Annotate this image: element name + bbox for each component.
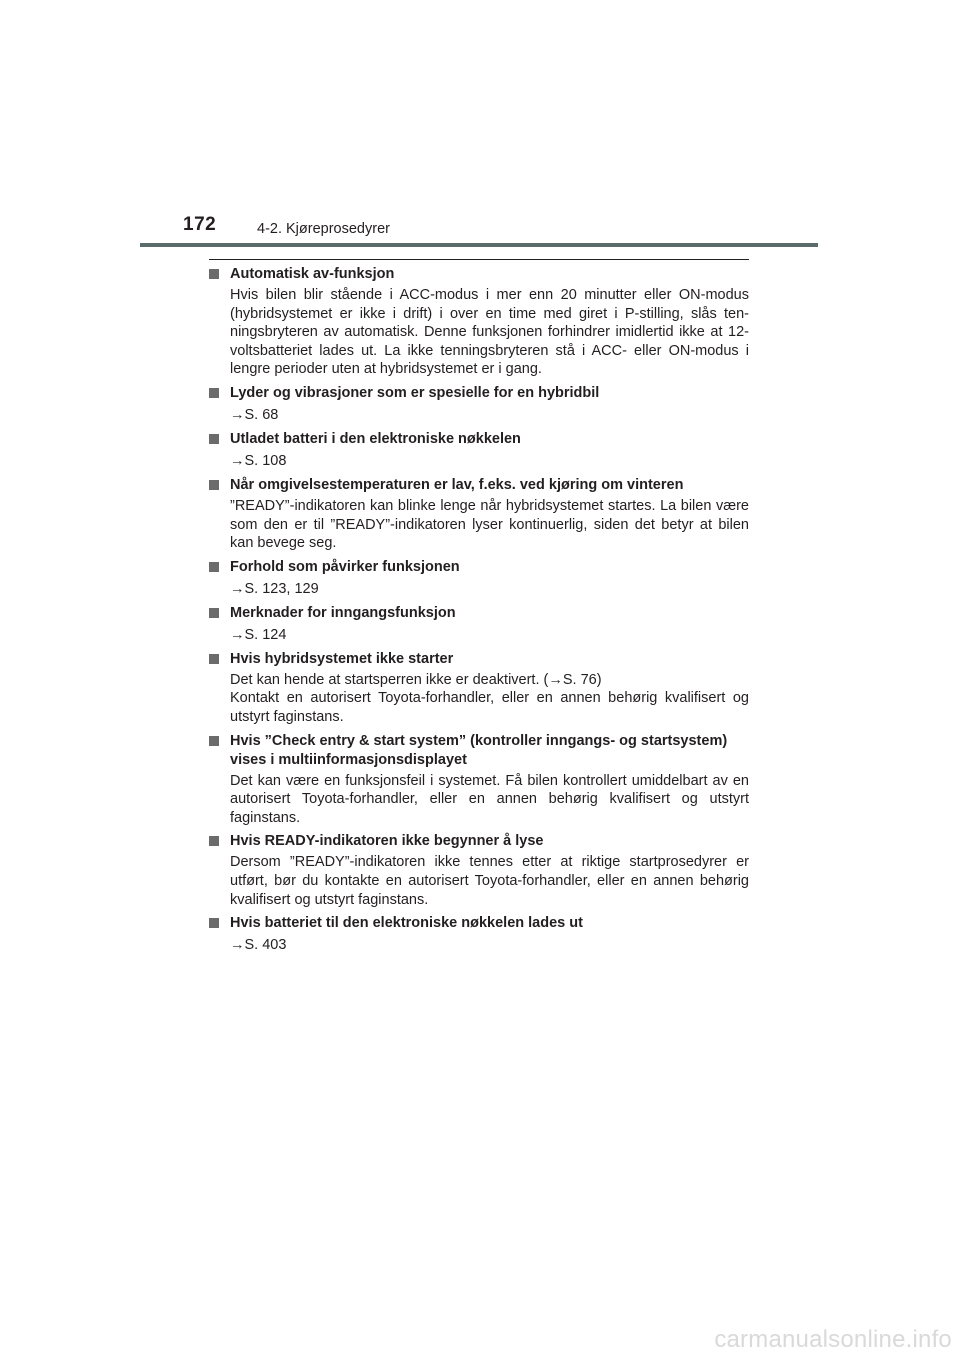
page-reference: →S. 124 — [230, 626, 287, 643]
item-body — [209, 671, 749, 727]
header-rule — [140, 243, 818, 247]
list-item — [209, 476, 749, 553]
content-rule — [209, 259, 749, 260]
list-item — [209, 650, 749, 727]
list-item — [209, 384, 749, 425]
square-bullet-icon — [209, 388, 219, 398]
page-reference: →S. 123, 129 — [230, 580, 319, 597]
page-number: 172 — [183, 214, 217, 235]
item-heading: Automatisk av-funksjon — [209, 265, 749, 284]
square-bullet-icon — [209, 836, 219, 846]
body-line: Det kan hende at startsperren ikke er deaktivert. (→S. 76) — [230, 671, 602, 688]
section-title: 4-2. Kjøreprosedyrer — [257, 221, 390, 237]
list-item — [209, 732, 749, 828]
item-heading: Hvis READY-indikatoren ikke begynner å lyse — [209, 832, 749, 851]
list-item — [209, 265, 749, 379]
item-heading: Hvis batteriet til den elektroniske nøkkelen lades ut — [209, 914, 749, 933]
square-bullet-icon — [209, 434, 219, 444]
square-bullet-icon — [209, 562, 219, 572]
page-reference: →S. 403 — [230, 937, 287, 954]
square-bullet-icon — [209, 608, 219, 618]
content — [209, 265, 749, 960]
item-heading: Hvis hybridsystemet ikke starter — [209, 650, 749, 669]
item-heading: Når omgivelsestemperaturen er lav, f.eks. ved kjøring om vinteren — [209, 476, 749, 495]
item-body: ”READY”-indikatoren kan blinke lenge når hybridsystemet startes. La bilen være som den er til ”READY”-indikatoren lyser kontinuerlig, siden det betyr at bilen kan bevege seg. — [230, 497, 749, 552]
page-reference: →S. 68 — [230, 406, 279, 423]
square-bullet-icon — [209, 736, 219, 746]
list-item — [209, 558, 749, 599]
item-body: Dersom ”READY”-indikatoren ikke tennes etter at riktige startprosedyrer er utført, bør du kontakte en autorisert Toyota-forhandler, eller en annen behørig kvalifisert og utstyrt faginstans. — [230, 854, 749, 908]
item-heading: Forhold som påvirker funksjonen — [209, 558, 749, 577]
item-heading: Utladet batteri i den elektroniske nøkkelen — [209, 430, 749, 449]
square-bullet-icon — [209, 918, 219, 928]
list-item — [209, 604, 749, 645]
watermark: carmanualsonline.info — [714, 1326, 952, 1353]
square-bullet-icon — [209, 480, 219, 490]
list-item — [209, 430, 749, 471]
list-item — [209, 832, 749, 909]
item-heading: Hvis ”Check entry & start system” (kontroller inngangs- og startsystem) vises i multiinformasjonsdisplayet — [209, 732, 749, 770]
item-body: Det kan være en funksjonsfeil i systemet. Få bilen kontrollert umiddelbart av en autorisert Toyota-forhandler, eller en annen behørig kvalifisert og utstyrt faginstans. — [230, 772, 749, 826]
body-line: Kontakt en autorisert Toyota-forhandler, eller en annen behørig kvalifisert og utstyrt faginstans. — [230, 690, 749, 725]
square-bullet-icon — [209, 269, 219, 279]
square-bullet-icon — [209, 654, 219, 664]
page-reference: →S. 108 — [230, 452, 287, 469]
list-item — [209, 914, 749, 955]
item-heading: Lyder og vibrasjoner som er spesielle for en hybridbil — [209, 384, 749, 403]
item-body: Hvis bilen blir stående i ACC-modus i mer enn 20 minutter eller ON-modus (hybridsystemet er ikke i drift) i over en time med giret i P-stilling, slås ten-ningsbryteren av automatisk. Denne funksjonen forhindrer imidlertid ikke at 12-voltsbatteriet lades ut. La ikke tenningsbryteren stå i ACC- eller ON-modus i lengre perioder uten at hybridsystemet er i gang. — [230, 287, 749, 378]
item-heading: Merknader for inngangsfunksjon — [209, 604, 749, 623]
